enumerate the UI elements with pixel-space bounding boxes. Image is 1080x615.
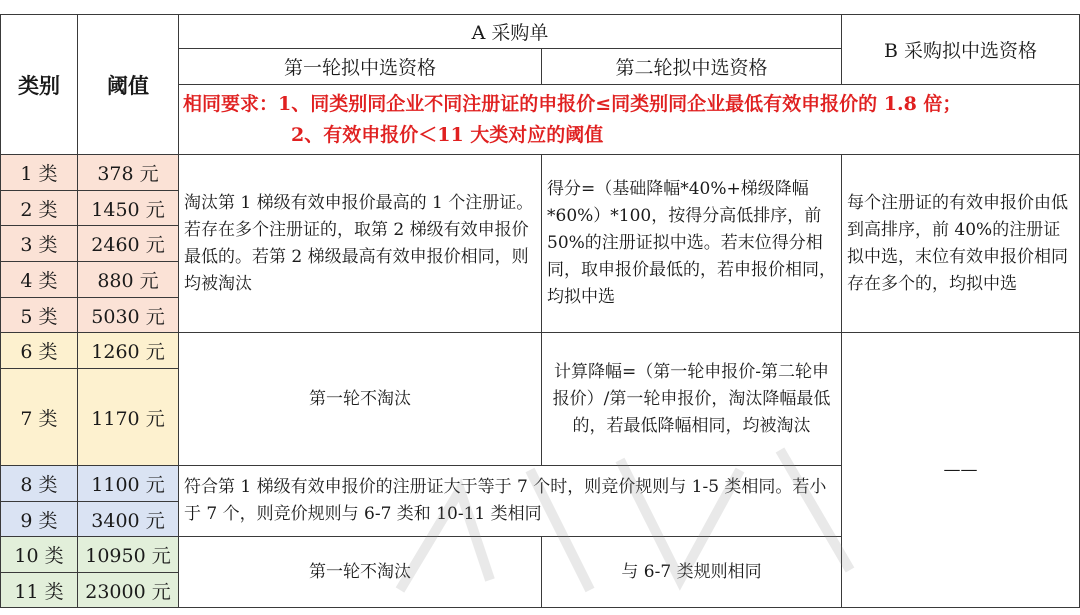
group1-round1-rule: 淘汰第 1 梯级有效申报价最高的 1 个注册证。若存在多个注册证的，取第 2 梯级有效申报价最低的。若第 2 梯级最高有效申报价相同，则均被淘汰 [178, 154, 542, 333]
group2-round1-rule: 第一轮不淘汰 [178, 332, 542, 466]
threshold-cell: 880 元 [77, 261, 179, 298]
threshold-cell: 378 元 [77, 154, 179, 191]
common-requirement [178, 84, 1080, 155]
category-cell: 6 类 [0, 332, 78, 369]
common-requirement-line2: 2、有效申报价＜11 大类对应的阈值 [291, 123, 604, 146]
category-cell: 10 类 [0, 536, 78, 573]
threshold-cell: 10950 元 [77, 536, 179, 573]
group4-round1-rule: 第一轮不淘汰 [178, 536, 542, 608]
b-rest-cell: —— [841, 332, 1080, 608]
category-cell: 9 类 [0, 501, 78, 537]
group4-round2-rule: 与 6-7 类规则相同 [541, 536, 842, 608]
header-round2: 第二轮拟中选资格 [541, 48, 842, 85]
category-cell: 8 类 [0, 465, 78, 502]
category-cell: 4 类 [0, 261, 78, 298]
category-cell: 2 类 [0, 190, 78, 226]
header-threshold: 阈值 [77, 14, 179, 155]
header-b-order: B 采购拟中选资格 [841, 14, 1080, 85]
category-cell: 5 类 [0, 297, 78, 333]
category-cell: 1 类 [0, 154, 78, 191]
threshold-cell: 23000 元 [77, 572, 179, 608]
header-category: 类别 [0, 14, 78, 155]
threshold-cell: 2460 元 [77, 225, 179, 262]
threshold-cell: 1100 元 [77, 465, 179, 502]
common-requirement-line1: 相同要求：1、同类别同企业不同注册证的申报价≤同类别同企业最低有效申报价的 1.8 倍； [183, 92, 962, 115]
group3-rule: 符合第 1 梯级有效申报价的注册证大于等于 7 个时，则竞价规则与 1-5 类相同。若小于 7 个，则竞价规则与 6-7 类和 10-11 类相同 [178, 465, 842, 537]
group1-b-rule: 每个注册证的有效申报价由低到高排序，前 40%的注册证拟中选，末位有效申报价相同存在多个的，均拟中选 [841, 154, 1080, 333]
category-cell: 3 类 [0, 225, 78, 262]
group2-round2-rule: 计算降幅=（第一轮申报价-第二轮申报价）/第一轮申报价，淘汰降幅最低的，若最低降幅相同，均被淘汰 [541, 332, 842, 466]
group1-round2-rule: 得分=（基础降幅*40%+梯级降幅*60%）*100，按得分高低排序，前 50%的注册证拟中选。若末位得分相同，取申报价最低的，若申报价相同，均拟中选 [541, 154, 842, 333]
category-cell: 11 类 [0, 572, 78, 608]
threshold-cell: 1260 元 [77, 332, 179, 369]
category-cell: 7 类 [0, 368, 78, 466]
header-round1: 第一轮拟中选资格 [178, 48, 542, 85]
threshold-cell: 5030 元 [77, 297, 179, 333]
threshold-cell: 3400 元 [77, 501, 179, 537]
threshold-cell: 1170 元 [77, 368, 179, 466]
header-a-order: A 采购单 [178, 14, 842, 49]
threshold-cell: 1450 元 [77, 190, 179, 226]
